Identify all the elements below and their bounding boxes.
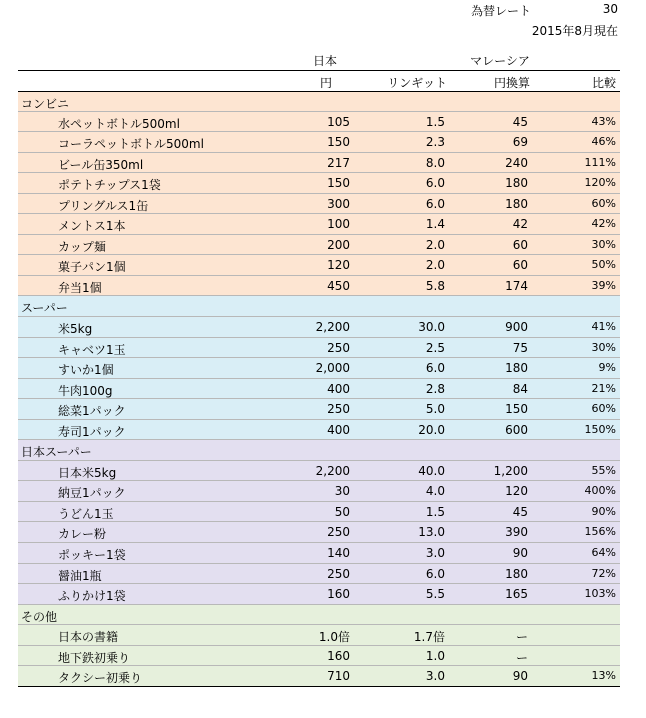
table-row: [18, 543, 620, 564]
item-name: 総菜1パック: [58, 404, 126, 419]
table-row: [18, 194, 620, 215]
price-ratio: 111%: [584, 155, 616, 169]
table-row: [18, 461, 620, 482]
item-name: 日本米5kg: [58, 465, 117, 480]
header-comparison: 比較: [591, 76, 616, 90]
item-name: カップ麺: [58, 239, 106, 254]
price-ringgit: 2.0: [425, 237, 445, 252]
price-yen-converted: 180: [505, 566, 528, 581]
price-yen: 2,200: [315, 320, 350, 335]
price-ringgit: 1.5: [425, 114, 445, 129]
item-name: メントス1本: [58, 219, 126, 234]
price-yen: 2,000: [315, 361, 350, 376]
price-ratio: 41%: [591, 320, 616, 334]
price-yen-converted: ー: [515, 630, 528, 645]
table-row: [18, 358, 620, 379]
table-row: [18, 214, 620, 235]
price-ringgit: 2.3: [425, 135, 445, 150]
price-yen: 710: [327, 669, 350, 684]
price-ratio: 55%: [591, 463, 616, 477]
item-name: キャベツ1玉: [58, 342, 126, 357]
table-row: [18, 338, 620, 359]
price-ringgit: 1.0: [425, 648, 445, 663]
category-label: 日本スーパー: [21, 445, 92, 460]
price-ringgit: 2.8: [425, 381, 445, 396]
price-yen-converted: 45: [512, 114, 528, 129]
table-row: [18, 564, 620, 585]
price-ratio: 30%: [591, 237, 616, 251]
price-yen: 450: [327, 278, 350, 293]
item-name: 弁当1個: [58, 280, 102, 295]
price-yen: 250: [327, 566, 350, 581]
table-row: [18, 153, 620, 174]
price-ratio: 42%: [591, 217, 616, 231]
item-name: すいか1個: [58, 363, 114, 378]
price-ringgit: 30.0: [418, 320, 445, 335]
price-ratio: 72%: [591, 566, 616, 580]
price-yen-converted: 180: [505, 196, 528, 211]
price-yen: 400: [327, 381, 350, 396]
price-yen: 250: [327, 340, 350, 355]
price-yen: 105: [327, 114, 350, 129]
table-row: [18, 584, 620, 605]
price-yen-converted: ー: [515, 650, 528, 665]
price-yen-converted: 90: [512, 669, 528, 684]
category-label: コンビニ: [21, 97, 70, 111]
exchange-rate-label: 為替レート: [471, 4, 532, 18]
price-ringgit: 13.0: [418, 525, 445, 540]
table-row: [18, 317, 620, 338]
price-yen-converted: 900: [505, 320, 528, 335]
item-name: 納豆1パック: [58, 486, 126, 501]
table-row: [18, 379, 620, 400]
price-yen-converted: 60: [512, 258, 528, 273]
table-row: [18, 235, 620, 256]
table-row: [18, 625, 620, 646]
price-yen-converted: 84: [512, 381, 528, 396]
price-ringgit: 5.8: [425, 278, 445, 293]
table-row: [18, 522, 620, 543]
table-row: [18, 666, 620, 687]
price-yen-converted: 240: [505, 155, 528, 170]
price-yen-converted: 390: [505, 525, 528, 540]
item-name: 菓子パン1個: [58, 260, 126, 275]
price-ratio: 60%: [591, 402, 616, 416]
price-ringgit: 4.0: [425, 484, 445, 499]
price-ratio: 43%: [591, 114, 616, 128]
date-note: 2015年8月現在: [531, 24, 618, 38]
price-yen: 50: [334, 504, 350, 519]
price-ringgit: 1.7倍: [413, 630, 445, 645]
header-malaysia: マレーシア: [470, 54, 530, 68]
item-name: ポッキー1袋: [58, 548, 126, 563]
price-yen-converted: 600: [505, 422, 528, 437]
header-divider: [18, 70, 620, 71]
header-japan: 日本: [312, 54, 337, 68]
price-ringgit: 8.0: [425, 155, 445, 170]
price-yen: 120: [327, 258, 350, 273]
price-ringgit: 6.0: [425, 176, 445, 191]
price-yen: 160: [327, 587, 350, 602]
price-yen: 400: [327, 422, 350, 437]
price-yen-converted: 90: [512, 546, 528, 561]
price-ringgit: 3.0: [425, 546, 445, 561]
price-ringgit: 5.5: [425, 587, 445, 602]
price-yen: 160: [327, 648, 350, 663]
table-row: [18, 276, 620, 297]
price-ratio: 46%: [591, 135, 616, 149]
item-name: 牛肉100g: [58, 383, 113, 398]
price-yen: 1.0倍: [318, 630, 350, 645]
table-row: [18, 173, 620, 194]
price-ringgit: 6.0: [425, 361, 445, 376]
item-name: 米5kg: [58, 322, 93, 337]
price-ringgit: 2.0: [425, 258, 445, 273]
item-name: うどん1玉: [58, 506, 114, 521]
header-yen-converted: 円換算: [493, 76, 530, 90]
price-ratio: 60%: [591, 196, 616, 210]
price-yen: 200: [327, 237, 350, 252]
price-ringgit: 1.4: [425, 217, 445, 232]
category-row: [18, 296, 620, 317]
price-yen-converted: 69: [512, 135, 528, 150]
item-name: 日本の書籍: [58, 630, 119, 645]
price-ratio: 150%: [584, 422, 616, 436]
price-ringgit: 1.5: [425, 504, 445, 519]
price-ratio: 90%: [591, 504, 616, 518]
price-ratio: 50%: [591, 258, 616, 272]
price-ratio: 30%: [591, 340, 616, 354]
price-yen-converted: 165: [505, 587, 528, 602]
item-name: タクシー初乗り: [58, 671, 143, 686]
item-name: プリングルス1缶: [58, 198, 149, 213]
price-yen: 250: [327, 525, 350, 540]
table-row: [18, 399, 620, 420]
category-label: その他: [21, 609, 58, 624]
price-yen: 100: [327, 217, 350, 232]
table-row: [18, 132, 620, 153]
price-ratio: 9%: [598, 361, 616, 375]
price-ringgit: 2.5: [425, 340, 445, 355]
item-name: 寿司1パック: [58, 424, 126, 439]
price-yen: 217: [327, 155, 350, 170]
item-name: 地下鉄初乗り: [58, 650, 131, 665]
price-ratio: 400%: [584, 484, 616, 498]
price-yen: 150: [327, 135, 350, 150]
price-yen-converted: 75: [512, 340, 528, 355]
price-yen: 140: [327, 546, 350, 561]
table-row: [18, 255, 620, 276]
price-ratio: 156%: [584, 525, 616, 539]
item-name: ビール缶350ml: [58, 157, 144, 172]
header-ringgit: リンギット: [387, 76, 447, 90]
price-ratio: 13%: [591, 669, 616, 683]
price-ratio: 64%: [591, 546, 616, 560]
price-ratio: 103%: [584, 587, 616, 601]
price-ratio: 21%: [591, 381, 616, 395]
price-ringgit: 6.0: [425, 566, 445, 581]
price-ratio: 39%: [591, 278, 616, 292]
price-yen: 300: [327, 196, 350, 211]
table-row: [18, 502, 620, 523]
category-row: [18, 91, 620, 112]
price-yen-converted: 180: [505, 361, 528, 376]
category-label: スーパー: [21, 301, 68, 316]
price-yen-converted: 45: [512, 504, 528, 519]
price-yen-converted: 150: [505, 402, 528, 417]
price-ringgit: 3.0: [425, 669, 445, 684]
item-name: ポテトチップス1袋: [58, 178, 161, 193]
price-ringgit: 40.0: [418, 463, 445, 478]
item-name: コーラペットボトル500ml: [58, 137, 204, 152]
price-table: [18, 91, 620, 687]
table-row: [18, 420, 620, 441]
item-name: カレー粉: [58, 527, 107, 542]
price-yen: 150: [327, 176, 350, 191]
table-row: [18, 481, 620, 502]
price-yen-converted: 42: [512, 217, 528, 232]
item-name: 水ペットボトル500ml: [58, 116, 180, 131]
price-ringgit: 6.0: [425, 196, 445, 211]
price-yen: 250: [327, 402, 350, 417]
price-yen-converted: 180: [505, 176, 528, 191]
table-row: [18, 112, 620, 133]
price-ringgit: 20.0: [418, 422, 445, 437]
item-name: 醤油1瓶: [58, 568, 102, 583]
price-yen-converted: 174: [505, 278, 528, 293]
price-yen-converted: 1,200: [493, 463, 528, 478]
price-ringgit: 5.0: [425, 402, 445, 417]
price-yen: 30: [334, 484, 350, 499]
exchange-rate-value: 30: [602, 2, 618, 16]
category-row: [18, 605, 620, 626]
price-yen: 2,200: [315, 463, 350, 478]
category-row: [18, 440, 620, 461]
price-yen-converted: 120: [505, 484, 528, 499]
header-yen: 円: [319, 76, 332, 90]
price-ratio: 120%: [584, 176, 616, 190]
price-yen-converted: 60: [512, 237, 528, 252]
table-row: [18, 646, 620, 667]
item-name: ふりかけ1袋: [58, 589, 126, 604]
